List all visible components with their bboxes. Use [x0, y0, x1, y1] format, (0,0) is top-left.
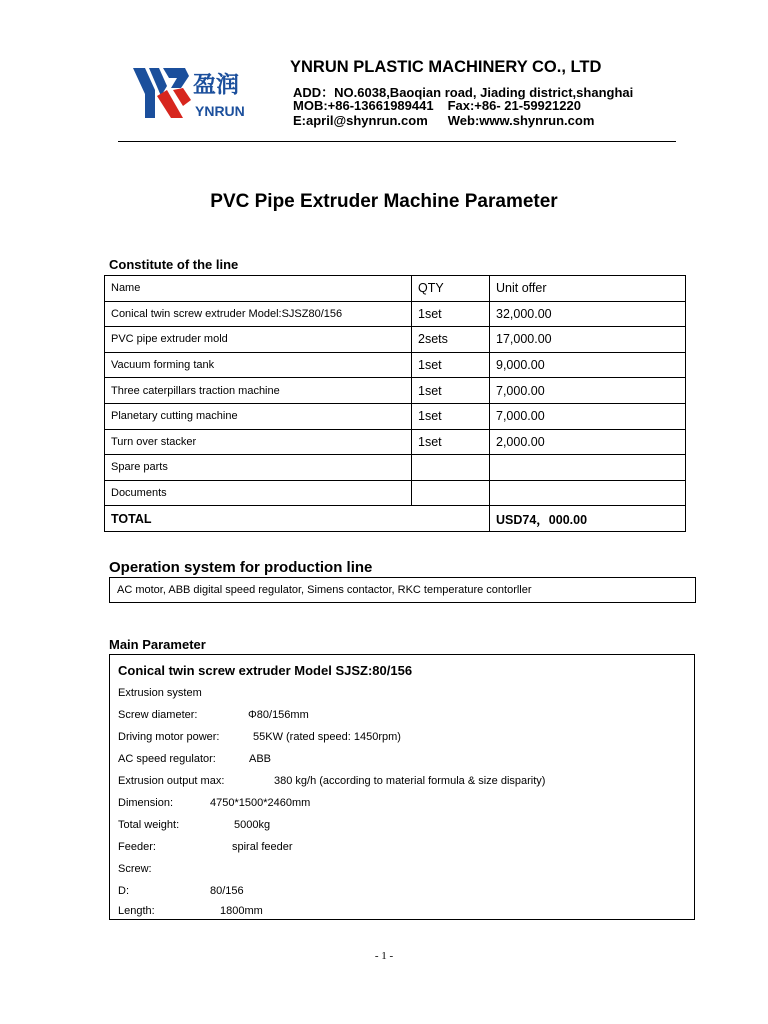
- company-name: YNRUN PLASTIC MACHINERY CO., LTD: [290, 58, 602, 76]
- operation-heading: Operation system for production line: [109, 559, 373, 576]
- table-row: [105, 455, 686, 481]
- row-unit-offer: 17,000.00: [490, 327, 686, 353]
- column-header-name: Name: [105, 276, 412, 302]
- parameter-value: ABB: [249, 753, 272, 765]
- parameter-label: Driving motor power:: [118, 731, 220, 743]
- contact-email-web: [293, 113, 594, 128]
- row-qty: 1set: [412, 403, 490, 429]
- row-name: Vacuum forming tank: [105, 352, 412, 378]
- table-row: [105, 429, 686, 455]
- line-table: [104, 275, 686, 532]
- row-unit-offer: 32,000.00: [490, 301, 686, 327]
- parameter-label: Extrusion output max:: [118, 775, 225, 787]
- table-row: [105, 301, 686, 327]
- parameter-value: 5000kg: [234, 819, 271, 831]
- table-row: [105, 480, 686, 506]
- parameter-label: Dimension:: [118, 797, 174, 809]
- row-unit-offer: 7,000.00: [490, 403, 686, 429]
- row-qty: 2sets: [412, 327, 490, 353]
- parameter-label: Length:: [118, 905, 155, 917]
- page-number: - 1 -: [374, 950, 394, 962]
- contact-address: ADD：NO.6038,Baoqian road, Jiading district,shanghai: [293, 85, 634, 100]
- column-header-unit-offer: Unit offer: [490, 276, 686, 302]
- row-name: Turn over stacker: [105, 429, 412, 455]
- logo-brand-text: YNRUN: [195, 103, 245, 119]
- logo-mark-icon: [133, 66, 255, 122]
- row-name: Documents: [105, 480, 412, 506]
- total-label: TOTAL: [105, 506, 490, 532]
- row-unit-offer: 2,000.00: [490, 429, 686, 455]
- parameter-value: 80/156: [210, 885, 244, 897]
- header-divider: [118, 141, 676, 142]
- parameter-label: Screw:: [118, 863, 152, 875]
- row-unit-offer: 7,000.00: [490, 378, 686, 404]
- document-title: PVC Pipe Extruder Machine Parameter: [210, 191, 558, 212]
- logo-chinese-text: 盈润: [193, 72, 239, 98]
- row-name: PVC pipe extruder mold: [105, 327, 412, 353]
- contact-phone-fax: [293, 98, 581, 113]
- main-parameter-heading: Main Parameter: [109, 637, 206, 652]
- row-qty: 1set: [412, 429, 490, 455]
- parameter-label: Feeder:: [118, 841, 156, 853]
- company-logo: [133, 66, 255, 122]
- row-unit-offer: 9,000.00: [490, 352, 686, 378]
- row-name: Planetary cutting machine: [105, 403, 412, 429]
- contact-web: Web:www.shynrun.com: [447, 113, 595, 128]
- row-qty: 1set: [412, 301, 490, 327]
- table-row: [105, 327, 686, 353]
- operation-description: AC motor, ABB digital speed regulator, Simens contactor, RKC temperature contorller: [109, 577, 696, 603]
- row-qty: 1set: [412, 352, 490, 378]
- table-row: [105, 352, 686, 378]
- row-name: Three caterpillars traction machine: [105, 378, 412, 404]
- parameter-value: 380 kg/h (according to material formula & size disparity): [274, 775, 546, 787]
- contact-fax: Fax:+86- 21-59921220: [447, 98, 581, 113]
- row-name: Conical twin screw extruder Model:SJSZ80/156: [105, 301, 412, 327]
- table-header-row: [105, 276, 686, 302]
- table-row: [105, 378, 686, 404]
- column-header-qty: QTY: [412, 276, 490, 302]
- constitute-heading: Constitute of the line: [109, 257, 239, 272]
- parameter-label: AC speed regulator:: [118, 753, 216, 765]
- parameter-label: D:: [118, 885, 129, 897]
- parameter-value: spiral feeder: [232, 841, 293, 853]
- row-unit-offer: [490, 480, 686, 506]
- parameter-label: Screw diameter:: [118, 709, 198, 721]
- row-qty: [412, 480, 490, 506]
- contact-mobile: MOB:+86-13661989441: [293, 98, 434, 113]
- parameter-box-title: Conical twin screw extruder Model SJSZ:80/156: [118, 663, 413, 678]
- parameter-label: Total weight:: [118, 819, 180, 831]
- parameter-value: Φ80/156mm: [248, 709, 309, 721]
- table-row: [105, 403, 686, 429]
- parameter-value: 55KW (rated speed: 1450rpm): [253, 731, 401, 743]
- row-qty: [412, 455, 490, 481]
- parameter-label: Extrusion system: [118, 687, 202, 699]
- total-value: USD74，000.00: [490, 506, 686, 532]
- parameter-value: 1800mm: [220, 905, 263, 917]
- row-name: Spare parts: [105, 455, 412, 481]
- table-total-row: [105, 506, 686, 532]
- row-unit-offer: [490, 455, 686, 481]
- parameter-value: 4750*1500*2460mm: [210, 797, 311, 809]
- contact-email: E:april@shynrun.com: [293, 113, 428, 128]
- row-qty: 1set: [412, 378, 490, 404]
- parameter-box: [109, 654, 695, 920]
